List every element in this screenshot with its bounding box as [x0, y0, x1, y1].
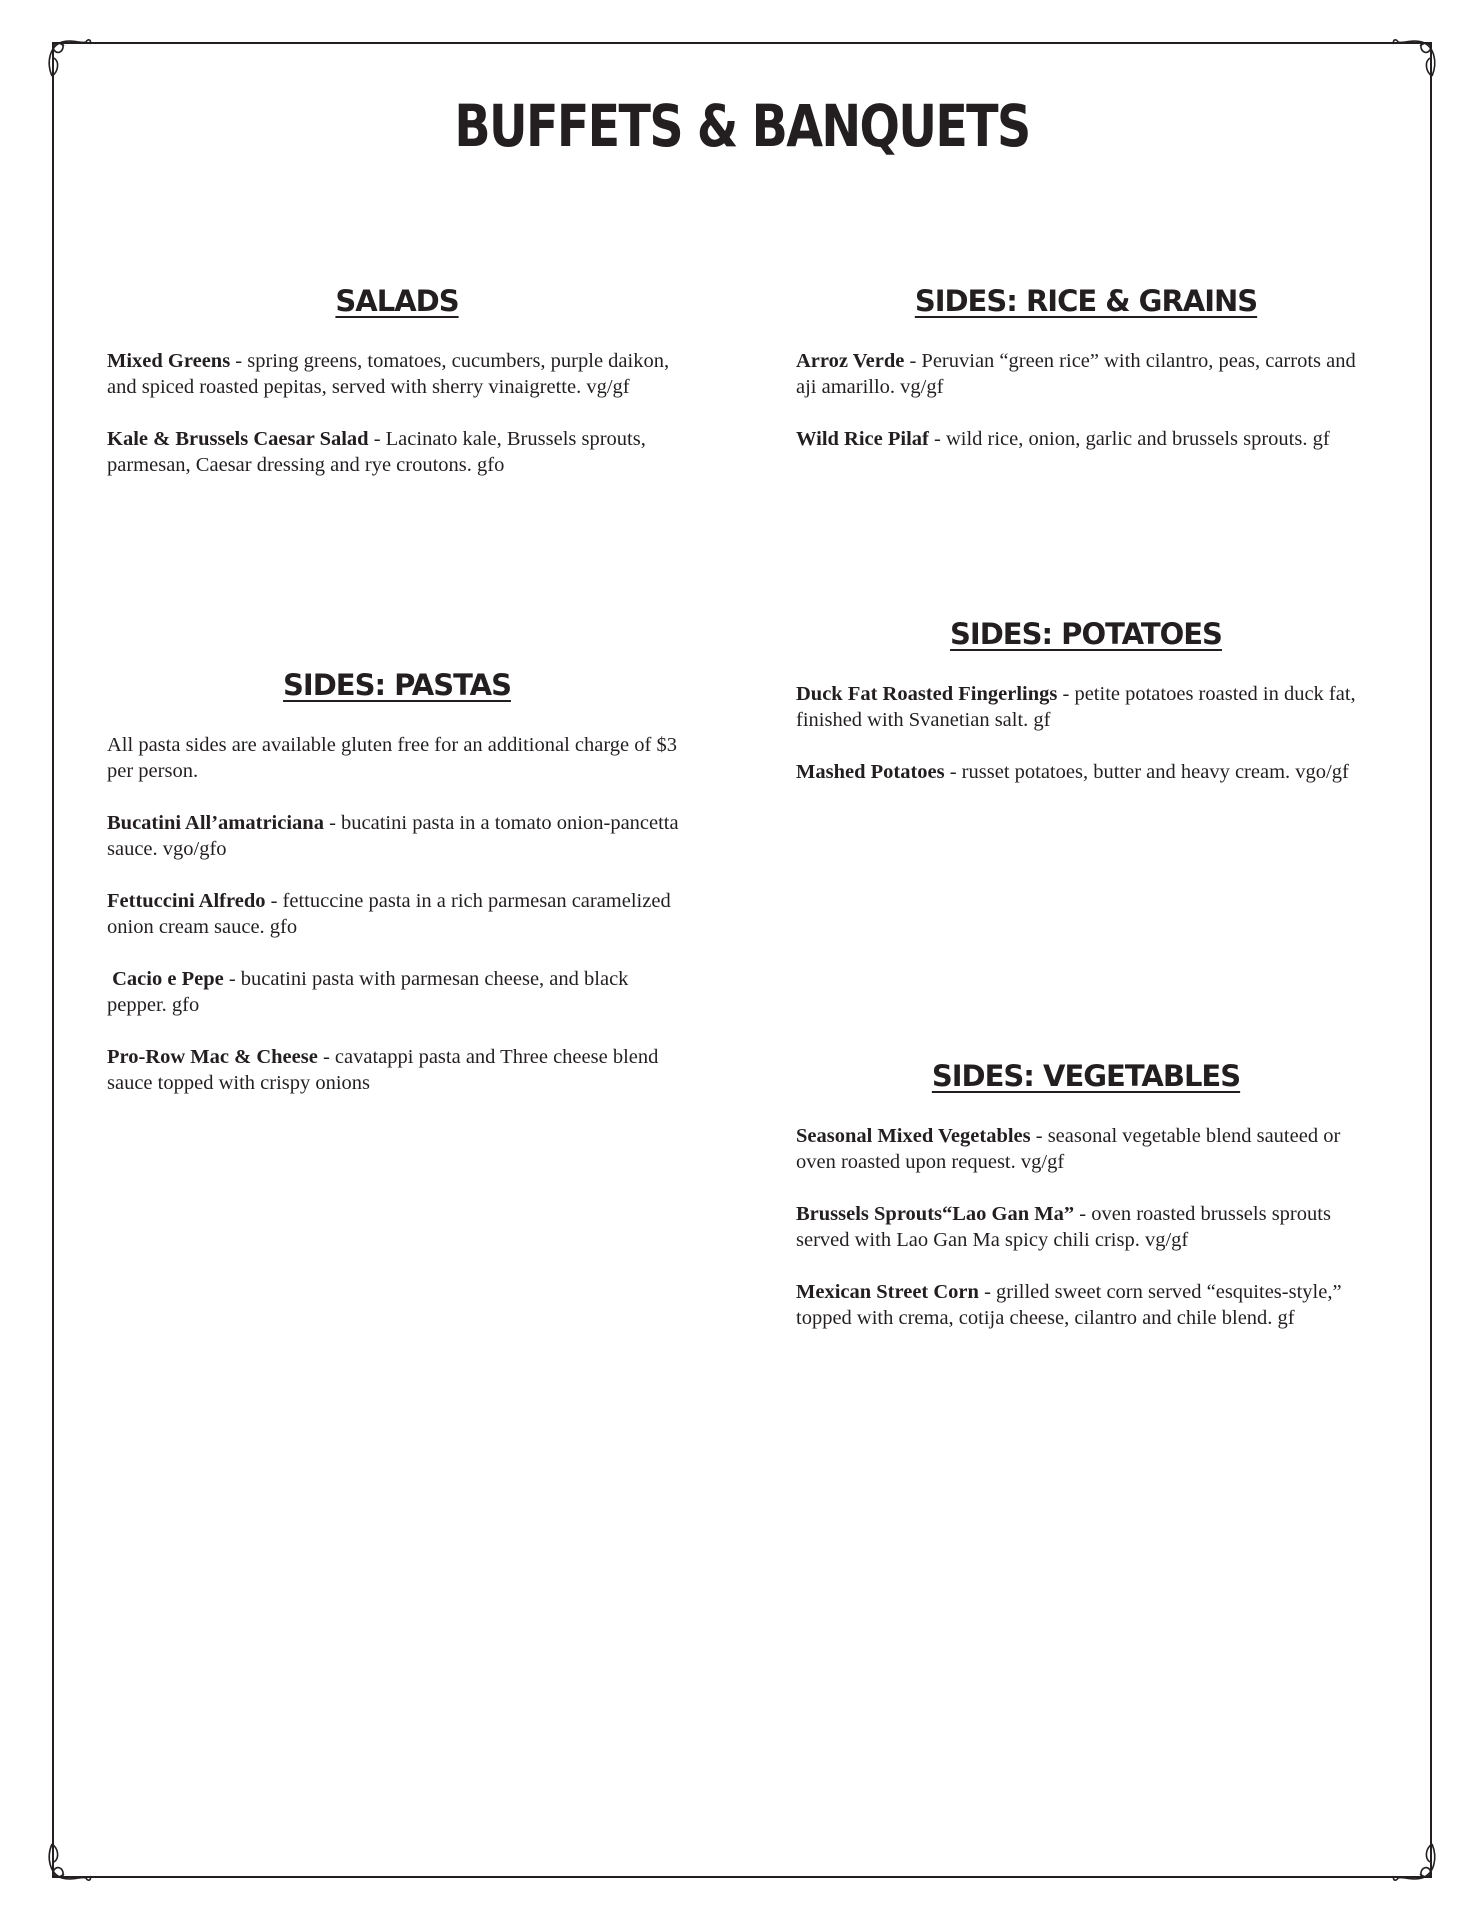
menu-item-description: - wild rice, onion, garlic and brussels sprouts. gf	[928, 428, 1330, 450]
menu-item-name: Mexican Street Corn	[796, 1281, 979, 1303]
menu-item-description: - spring greens, tomatoes, cucumbers, purple daikon, and spiced roasted pepitas, served with sherry vinaigrette. vg/gf	[107, 350, 670, 398]
section-heading: SALADS	[335, 284, 459, 318]
menu-item	[796, 681, 1376, 733]
section-potatoes	[796, 617, 1376, 811]
menu-item	[796, 348, 1376, 400]
menu-item	[107, 888, 687, 940]
menu-item-name: Mashed Potatoes	[796, 761, 945, 783]
flourish-corner-icon	[42, 32, 96, 86]
menu-item-name: Bucatini All’amatriciana	[107, 812, 324, 834]
menu-item-name: Cacio e Pepe	[107, 968, 224, 990]
section-heading: SIDES: PASTAS	[283, 668, 511, 702]
menu-item-description: - bucatini pasta with parmesan cheese, and black pepper. gfo	[107, 968, 629, 1016]
section-intro: All pasta sides are available gluten free for an additional charge of $3 per person.	[107, 734, 677, 782]
menu-item-name: Arroz Verde	[796, 350, 905, 372]
menu-item	[796, 1123, 1376, 1175]
menu-item-description: - russet potatoes, butter and heavy cream. vgo/gf	[944, 761, 1349, 783]
menu-item-name: Fettuccini Alfredo	[107, 890, 266, 912]
section-rice-grains	[796, 284, 1376, 478]
menu-item	[107, 966, 687, 1018]
menu-item-description: - fettuccine pasta in a rich parmesan caramelized onion cream sauce. gfo	[107, 890, 671, 938]
menu-item	[107, 1044, 687, 1096]
menu-item-name: Kale & Brussels Caesar Salad	[107, 428, 369, 450]
section-vegetables	[796, 1059, 1376, 1357]
section-heading: SIDES: RICE & GRAINS	[914, 284, 1258, 318]
section-heading: SIDES: POTATOES	[950, 617, 1222, 651]
menu-item	[796, 759, 1376, 785]
menu-item	[796, 1201, 1376, 1253]
section-pastas	[107, 668, 687, 1122]
menu-item-description: - grilled sweet corn served “esquites-style,” topped with crema, cotija cheese, cilantro and chile blend. gf	[796, 1281, 1342, 1329]
menu-item	[796, 426, 1376, 452]
menu-item	[107, 426, 687, 478]
menu-item-name: Mixed Greens	[107, 350, 231, 372]
section-heading: SIDES: VEGETABLES	[931, 1059, 1241, 1093]
menu-item-description: - seasonal vegetable blend sauteed or oven roasted upon request. vg/gf	[796, 1125, 1341, 1173]
menu-item-description: - petite potatoes roasted in duck fat, finished with Svanetian salt. gf	[796, 683, 1356, 731]
menu-item-description: - bucatini pasta in a tomato onion-pancetta sauce. vgo/gfo	[107, 812, 679, 860]
menu-item-description: - Peruvian “green rice” with cilantro, peas, carrots and aji amarillo. vg/gf	[796, 350, 1356, 398]
menu-item-description: - cavatappi pasta and Three cheese blend sauce topped with crispy onions	[107, 1046, 659, 1094]
menu-item	[107, 348, 687, 400]
flourish-corner-icon	[1388, 1834, 1442, 1888]
menu-item-name: Seasonal Mixed Vegetables	[796, 1125, 1031, 1147]
flourish-corner-icon	[1388, 32, 1442, 86]
menu-item-description: - Lacinato kale, Brussels sprouts, parmesan, Caesar dressing and rye croutons. gfo	[107, 428, 646, 476]
menu-item-description: - oven roasted brussels sprouts served with Lao Gan Ma spicy chili crisp. vg/gf	[796, 1203, 1331, 1251]
menu-item	[796, 1279, 1376, 1331]
page-title: BUFFETS & BANQUETS	[454, 92, 1030, 160]
menu-item-name: Pro-Row Mac & Cheese	[107, 1046, 318, 1068]
section-salads	[107, 284, 687, 504]
flourish-corner-icon	[42, 1834, 96, 1888]
menu-item	[107, 810, 687, 862]
menu-item-name: Duck Fat Roasted Fingerlings	[796, 683, 1058, 705]
menu-item-name: Brussels Sprouts“Lao Gan Ma”	[796, 1203, 1075, 1225]
menu-item-name: Wild Rice Pilaf	[796, 428, 929, 450]
